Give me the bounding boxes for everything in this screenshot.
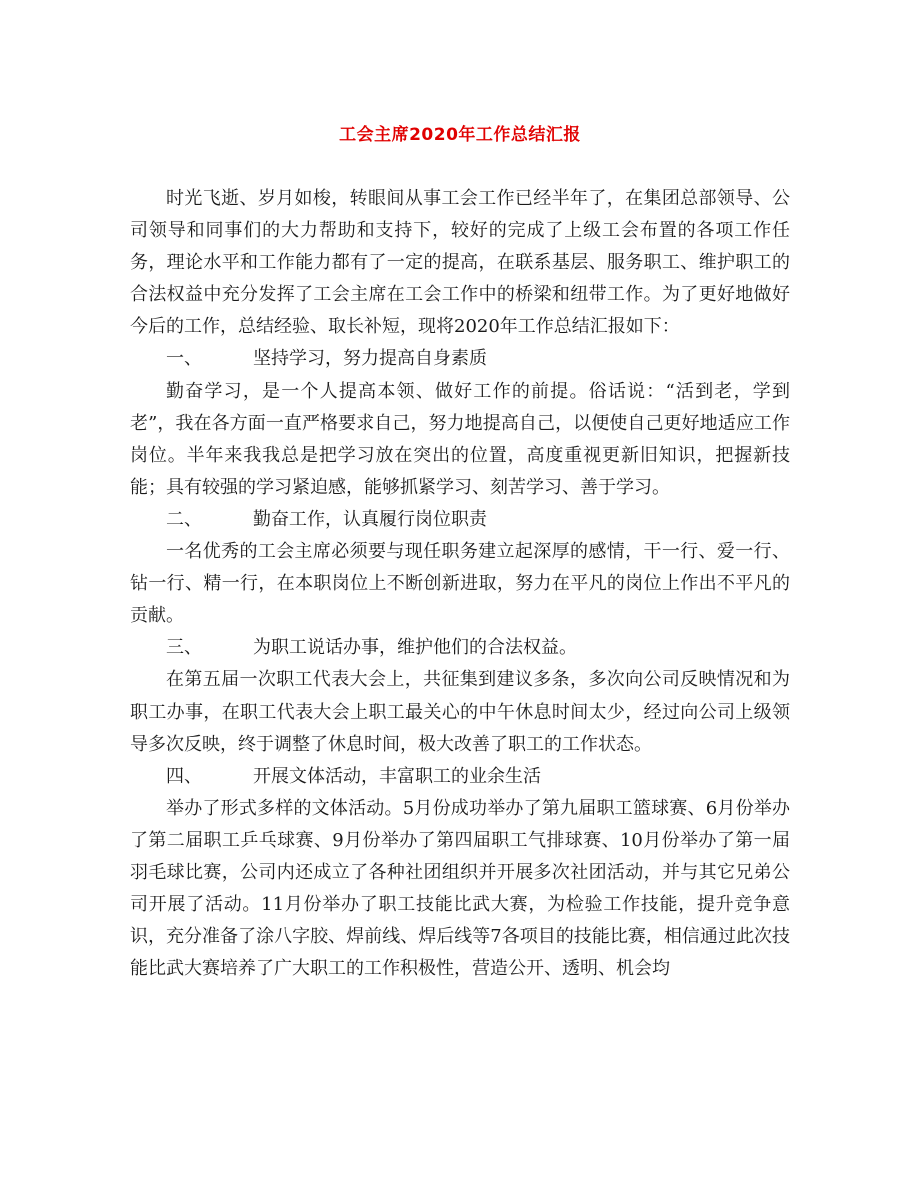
section-number: 二、 xyxy=(166,508,202,530)
section-body-1: 勤奋学习，是一个人提高本领、做好工作的前提。俗话说：“活到老，学到老”，我在各方面一直严格要求自己，努力地提高自己，以便使自己更好地适应工作岗位。半年来我我总是把学习放在突出的位置，高度重视更新旧知识，把握新技能；具有较强的学习紧迫感，能够抓紧学习、刻苦学习、善于学习。 xyxy=(130,380,790,498)
section-heading-4 xyxy=(130,761,790,793)
document-body xyxy=(130,183,790,985)
intro-paragraph: 时光飞逝、岁月如梭，转眼间从事工会工作已经半年了，在集团总部领导、公司领导和同事们的大力帮助和支持下，较好的完成了上级工会布置的各项工作任务，理论水平和工作能力都有了一定的提高，在联系基层、服务职工、维护职工的合法权益中充分发挥了工会主席在工会工作中的桥梁和纽带工作。为了更好地做好今后的工作，总结经验、取长补短，现将2020年工作总结汇报如下： xyxy=(130,188,790,338)
section-number: 三、 xyxy=(166,637,202,659)
section-body-3: 在第五届一次职工代表大会上，共征集到建议多条，多次向公司反映情况和为职工办事，在职工代表大会上职工最关心的中午休息时间太少，经过向公司上级领导多次反映，终于调整了休息时间，极大改善了职工的工作状态。 xyxy=(130,669,790,755)
section-number: 四、 xyxy=(166,765,202,787)
section-body-2: 一名优秀的工会主席必须要与现任职务建立起深厚的感情，干一行、爱一行、钻一行、精一行，在本职岗位上不断创新进取，努力在平凡的岗位上作出不平凡的贡献。 xyxy=(130,541,790,627)
document-title: 工会主席2020年工作总结汇报 xyxy=(339,125,581,145)
section-heading-text: 坚持学习，努力提高自身素质 xyxy=(253,348,487,370)
section-number: 一、 xyxy=(166,348,202,370)
section-heading-text: 为职工说话办事，维护他们的合法权益。 xyxy=(253,637,577,659)
section-heading-2 xyxy=(130,504,790,536)
section-body-4: 举办了形式多样的文体活动。5月份成功举办了第九届职工篮球赛、6月份举办了第二届职工乒乓球赛、9月份举办了第四届职工气排球赛、10月份举办了第一届羽毛球比赛，公司内还成立了各种社团组织并开展多次社团活动，并与其它兄弟公司开展了活动。11月份举办了职工技能比武大赛，为检验工作技能，提升竞争意识，充分准备了涂八字胶、焊前线、焊后线等7各项目的技能比赛，相信通过此次技能比武大赛培养了广大职工的工作积极性，营造公开、透明、机会均 xyxy=(130,797,790,980)
section-heading-3 xyxy=(130,632,790,664)
section-heading-text: 开展文体活动，丰富职工的业余生活 xyxy=(253,765,541,787)
section-heading-1 xyxy=(130,343,790,375)
section-heading-text: 勤奋工作，认真履行岗位职责 xyxy=(253,508,487,530)
